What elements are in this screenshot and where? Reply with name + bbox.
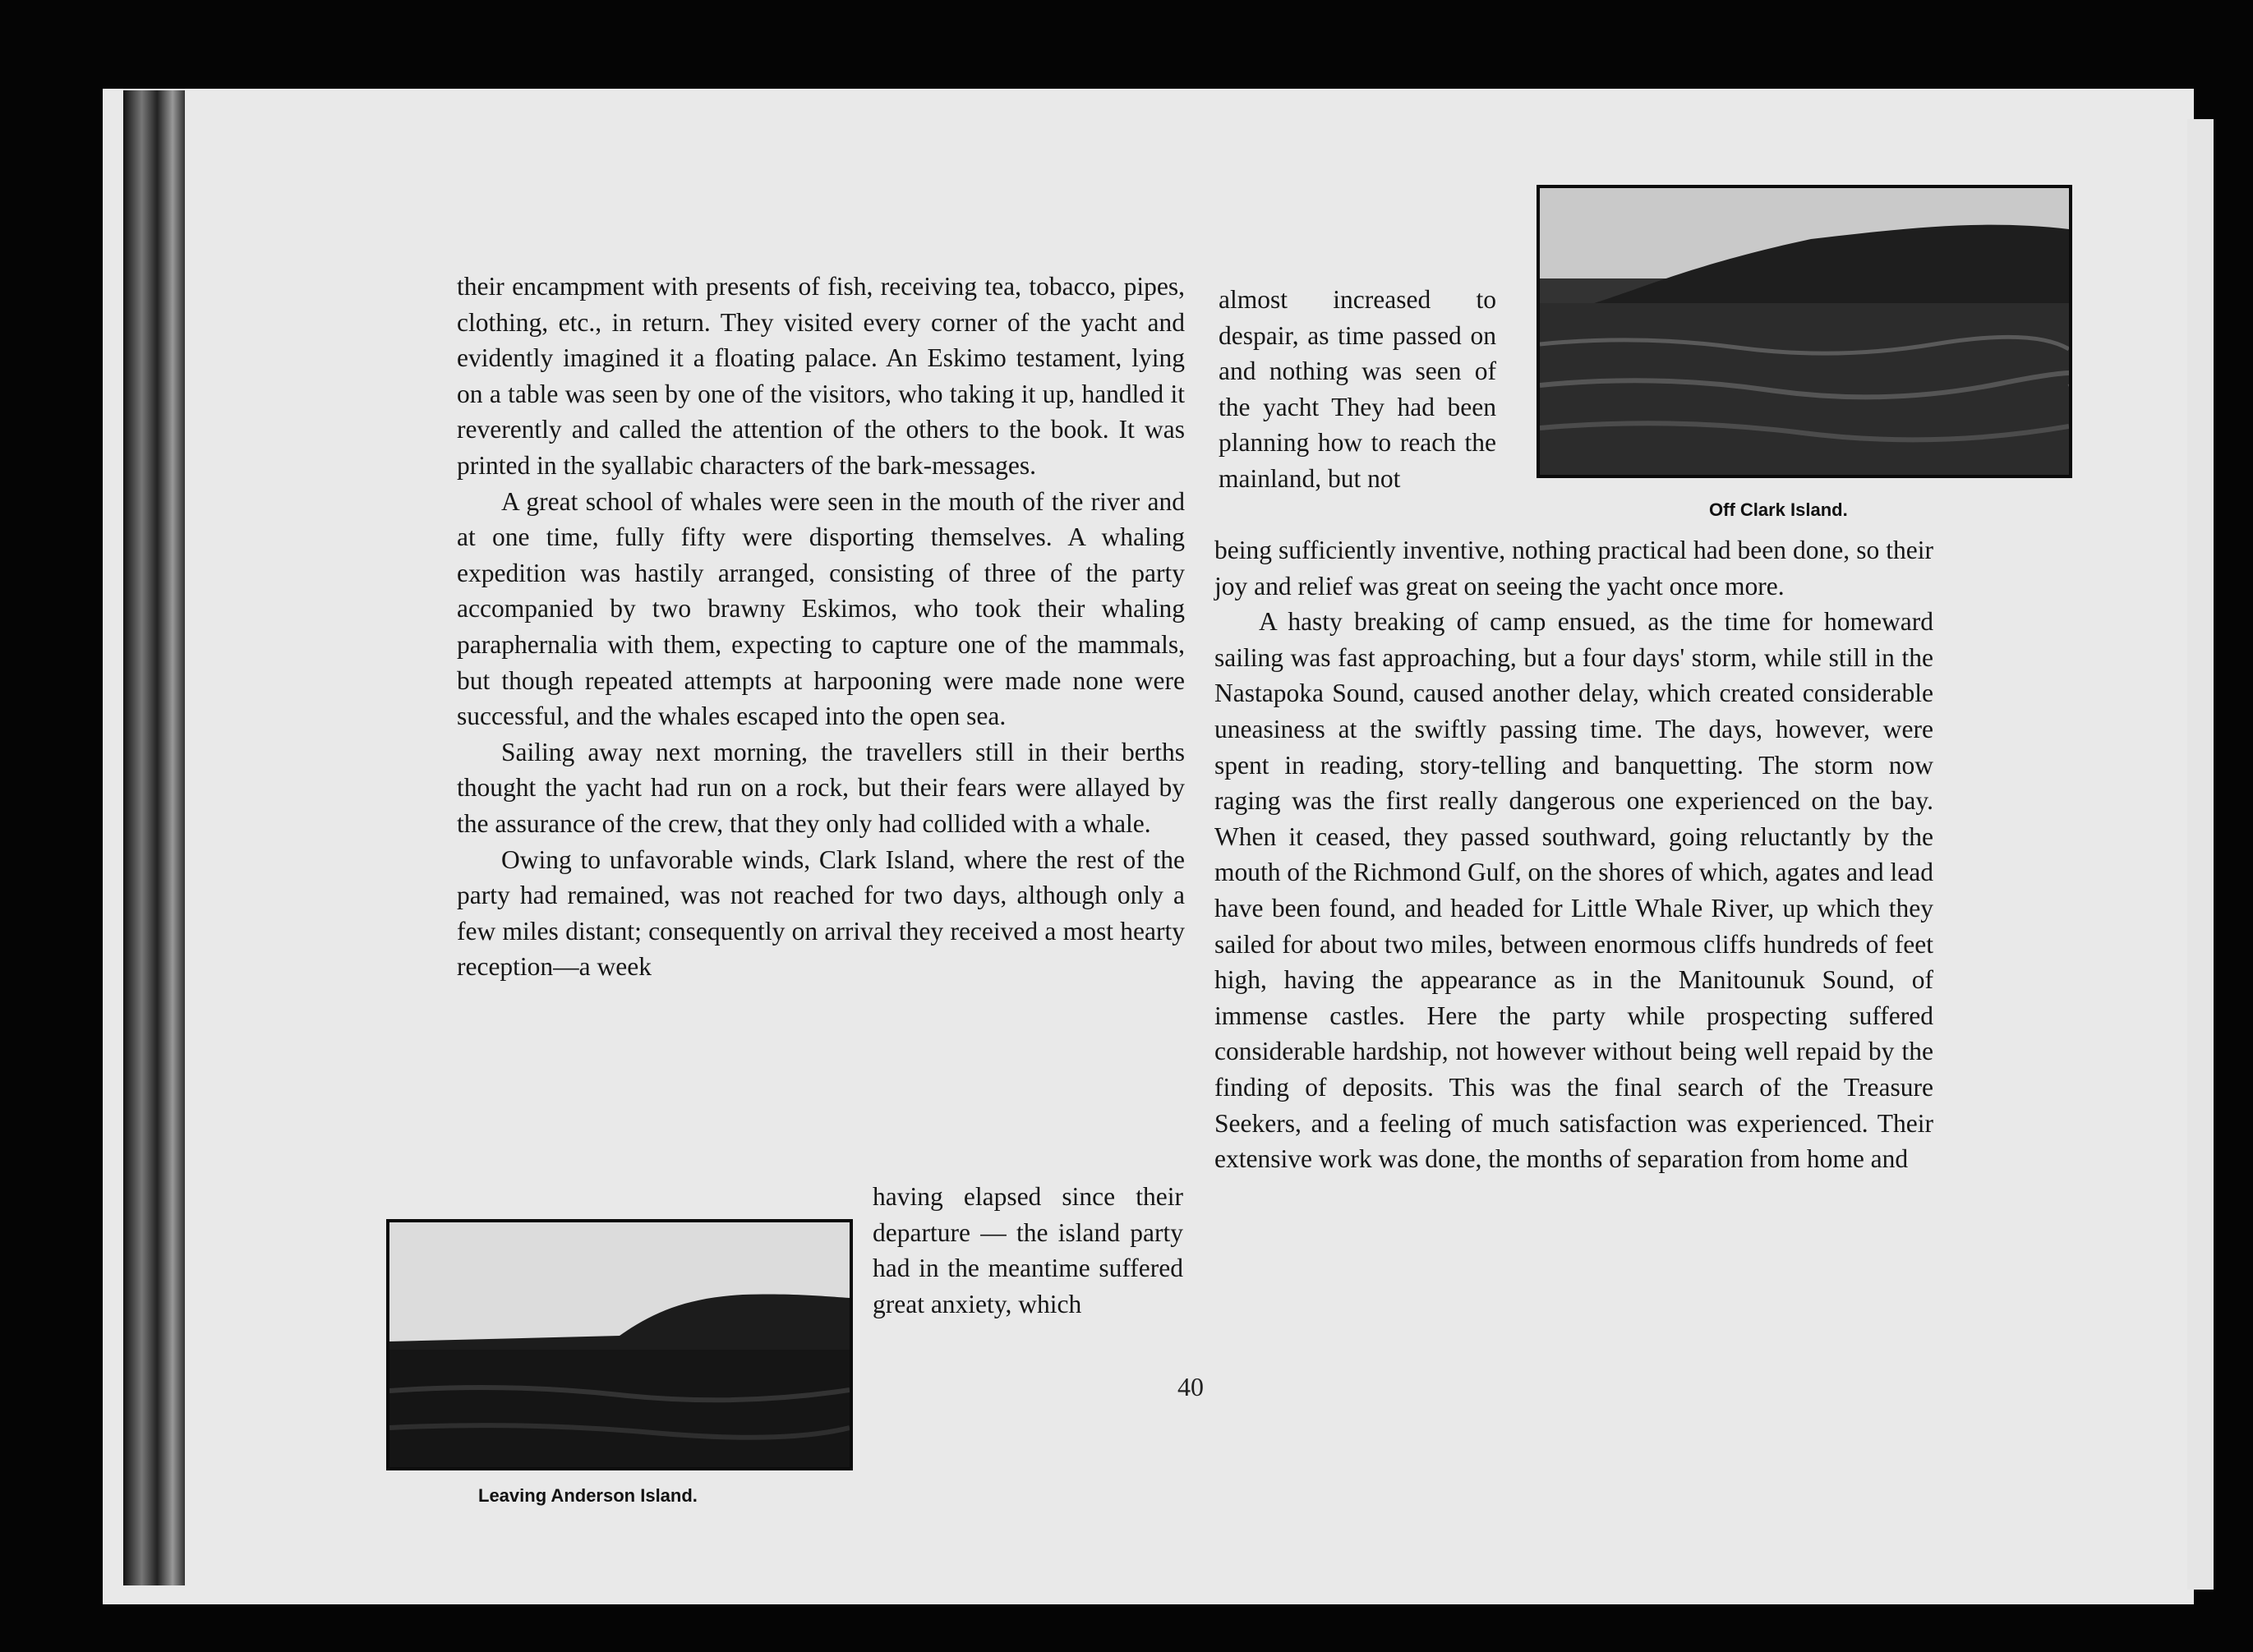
page-number: 40	[1177, 1372, 1204, 1401]
photo-off-clark-island	[1537, 185, 2072, 478]
paragraph: Sailing away next morning, the travellers still in their berths thought the yacht had run on a rock, but their fears were allayed by the assurance of the crew, that they only had collided with a whale.	[457, 737, 1185, 838]
caption-anderson: Leaving Anderson Island.	[478, 1485, 698, 1506]
paragraph-continuation: being sufficiently inventive, nothing practical had been done, so their joy and relief was great on seeing the yacht once more.	[1214, 536, 1933, 601]
paragraph-continuation: having elapsed since their departure — the island party had in the meantime suffered great anxiety, which	[873, 1182, 1183, 1318]
paragraph: their encampment with presents of fish, receiving tea, tobacco, pipes, clothing, etc., in return. They visited every corner of the yacht and evidently imagined it a floating palace. An Eskimo testament, lying on a table was seen by one of the visitors, who taking it up, handled it reverently and called the attention of the others to the book. It was printed in the syallabic characters of the bark-messages.	[457, 272, 1185, 480]
caption-clark: Off Clark Island.	[1709, 499, 1848, 520]
sea-island-photo	[389, 1222, 850, 1467]
paragraph: Owing to unfavorable winds, Clark Island, where the rest of the party had remained, was not reached for two days, although only a few miles distant; consequently on arrival they received a most hearty reception—a week	[457, 844, 1185, 982]
left-text-column	[457, 269, 1185, 985]
paragraph: A great school of whales were seen in the mouth of the river and at one time, fully fifty were disporting themselves. A whaling expedition was hastily arranged, consisting of three of the party accompanied by two brawny Eskimos, who took their whaling paraphernalia with them, expecting to capture one of the mammals, but though repeated attempts at harpooning were made none were successful, and the whales escaped into the open sea.	[457, 486, 1185, 731]
photo-leaving-anderson-island	[386, 1219, 853, 1470]
left-text-wrap-column	[873, 1179, 1183, 1322]
paragraph: almost increased to despair, as time passed on and nothing was seen of the yacht They had been planning how to reach the mainland, but not	[1219, 285, 1496, 493]
book-binding-edge	[123, 90, 185, 1585]
right-text-wrap-column	[1219, 282, 1496, 497]
adjacent-page-edge	[2187, 119, 2214, 1590]
paragraph: A hasty breaking of camp ensued, as the time for homeward sailing was fast approaching, but a four days' storm, while still in the Nastapoka Sound, caused another delay, which created considerable uneasiness at the swiftly passing time. The days, however, were spent in reading, story-telling and banquetting. The storm now raging was the first really dangerous one experienced on the bay. When it ceased, they passed southward, going reluctantly by the mouth of the Richmond Gulf, on the shores of which, agates and lead have been found, and headed for Little Whale River, up which they sailed for about two miles, between enormous cliffs hundreds of feet high, having the appearance as in the Manitounuk Sound, of immense castles. Here the party while prospecting suffered considerable hardship, not however without being well repaid by the finding of deposits. This was the final search of the Treasure Seekers, and a feeling of much satisfaction was experienced. Their extensive work was done, the months of separation from home and	[1214, 607, 1933, 1174]
sea-island-photo	[1540, 188, 2069, 475]
right-text-column	[1214, 532, 1933, 1177]
